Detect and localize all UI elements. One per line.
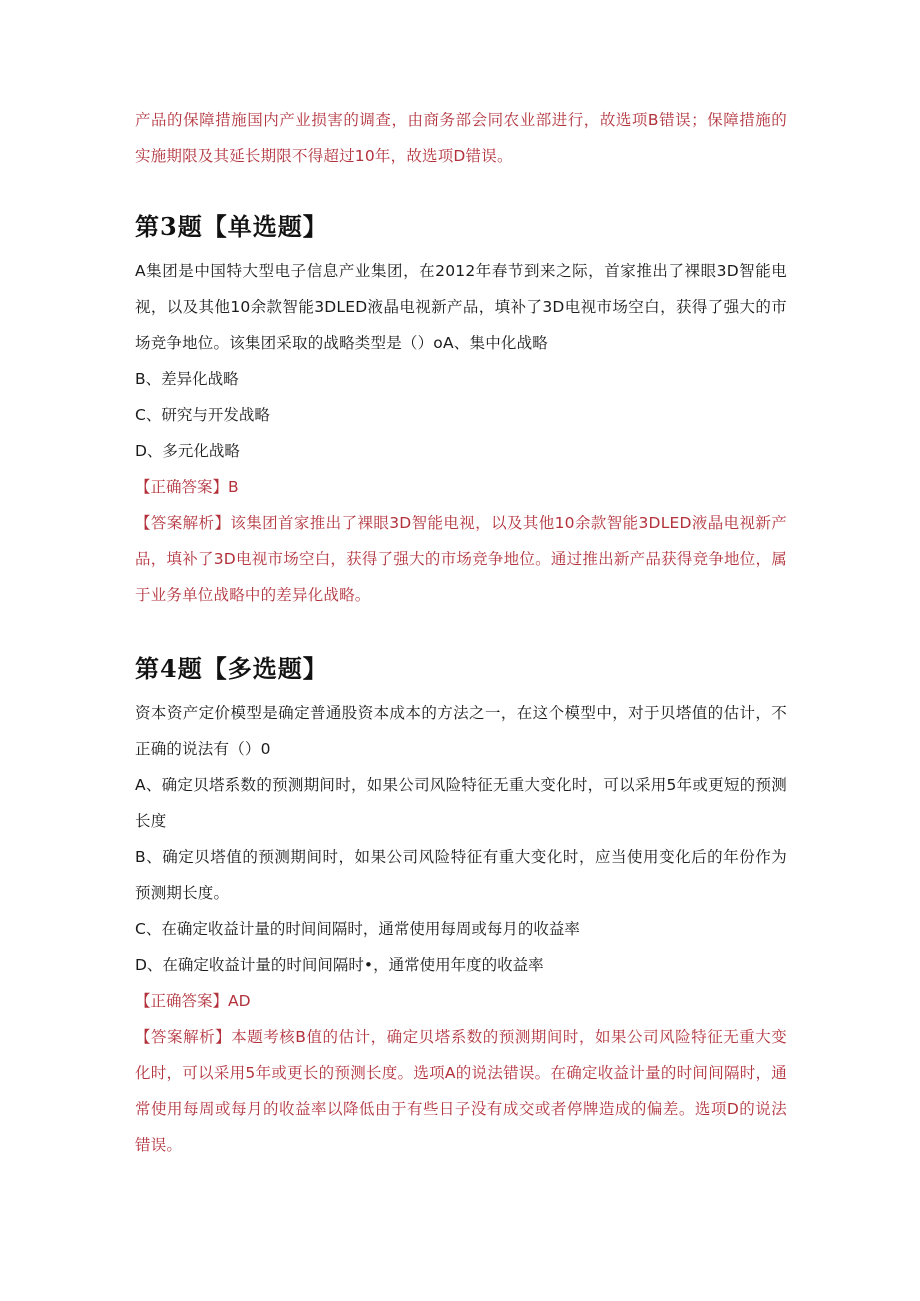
question-4-title: 第4题【多选题】 (135, 654, 328, 683)
question-3-option-c: C、研究与开发战略 (135, 406, 270, 424)
question-3-body (135, 253, 787, 613)
question-4-option-d: D、在确定收益计量的时间间隔时•，通常使用年度的收益率 (135, 956, 544, 974)
question-3-analysis-text: 该集团首家推出了裸眼3D智能电视，以及其他10余款智能3DLED液晶电视新产品，填补了3D电视市场空白，获得了强大的市场竞争地位。通过推出新产品获得竞争地位，属于业务单位战略中的差异化战略。 (135, 514, 787, 604)
question-4-option-a: A、确定贝塔系数的预测期间时，如果公司风险特征无重大变化时，可以采用5年或更短的预测长度 (135, 776, 787, 830)
question-4-option-c: C、在确定收益计量的时间间隔时，通常使用每周或每月的收益率 (135, 920, 580, 938)
question-3-option-d: D、多元化战略 (135, 442, 240, 460)
question-4-option-b: B、确定贝塔值的预测期间时，如果公司风险特征有重大变化时，应当使用变化后的年份作为预测期长度。 (135, 848, 787, 902)
question-4-body (135, 695, 787, 1163)
question-3-answer: 【正确答案】B (135, 478, 239, 496)
question-3-stem: A集团是中国特大型电子信息产业集团，在2012年春节到来之际，首家推出了裸眼3D智能电视，以及其他10余款智能3DLED液晶电视新产品，填补了3D电视市场空白，获得了强大的市场竞争地位。该集团采取的战略类型是（）oA、集中化战略 (135, 262, 787, 352)
question-4-analysis-text: 本题考核B值的估计，确定贝塔系数的预测期间时，如果公司风险特征无重大变化时，可以采用5年或更长的预测长度。选项A的说法错误。在确定收益计量的时间间隔时，通常使用每周或每月的收益率以降低由于有些日子没有成交或者停牌造成的偏差。选项D的说法错误。 (135, 1028, 788, 1154)
question-4-answer: 【正确答案】AD (135, 992, 251, 1010)
question-3-analysis-label: 【答案解析】 (135, 514, 231, 532)
question-4-stem: 资本资产定价模型是确定普通股资本成本的方法之一，在这个模型中，对于贝塔值的估计，不正确的说法有（）0 (135, 704, 787, 758)
question-4-analysis-label: 【答案解析】 (135, 1028, 232, 1046)
question-3-analysis (135, 505, 787, 613)
previous-analysis-continuation: 产品的保障措施国内产业损害的调查，由商务部会同农业部进行，故选项B错误；保障措施的实施期限及其延长期限不得超过10年，故选项D错误。 (135, 111, 787, 165)
question-4-analysis (135, 1019, 787, 1163)
question-3-option-b: B、差异化战略 (135, 370, 239, 388)
question-3-title: 第3题【单选题】 (135, 212, 328, 241)
